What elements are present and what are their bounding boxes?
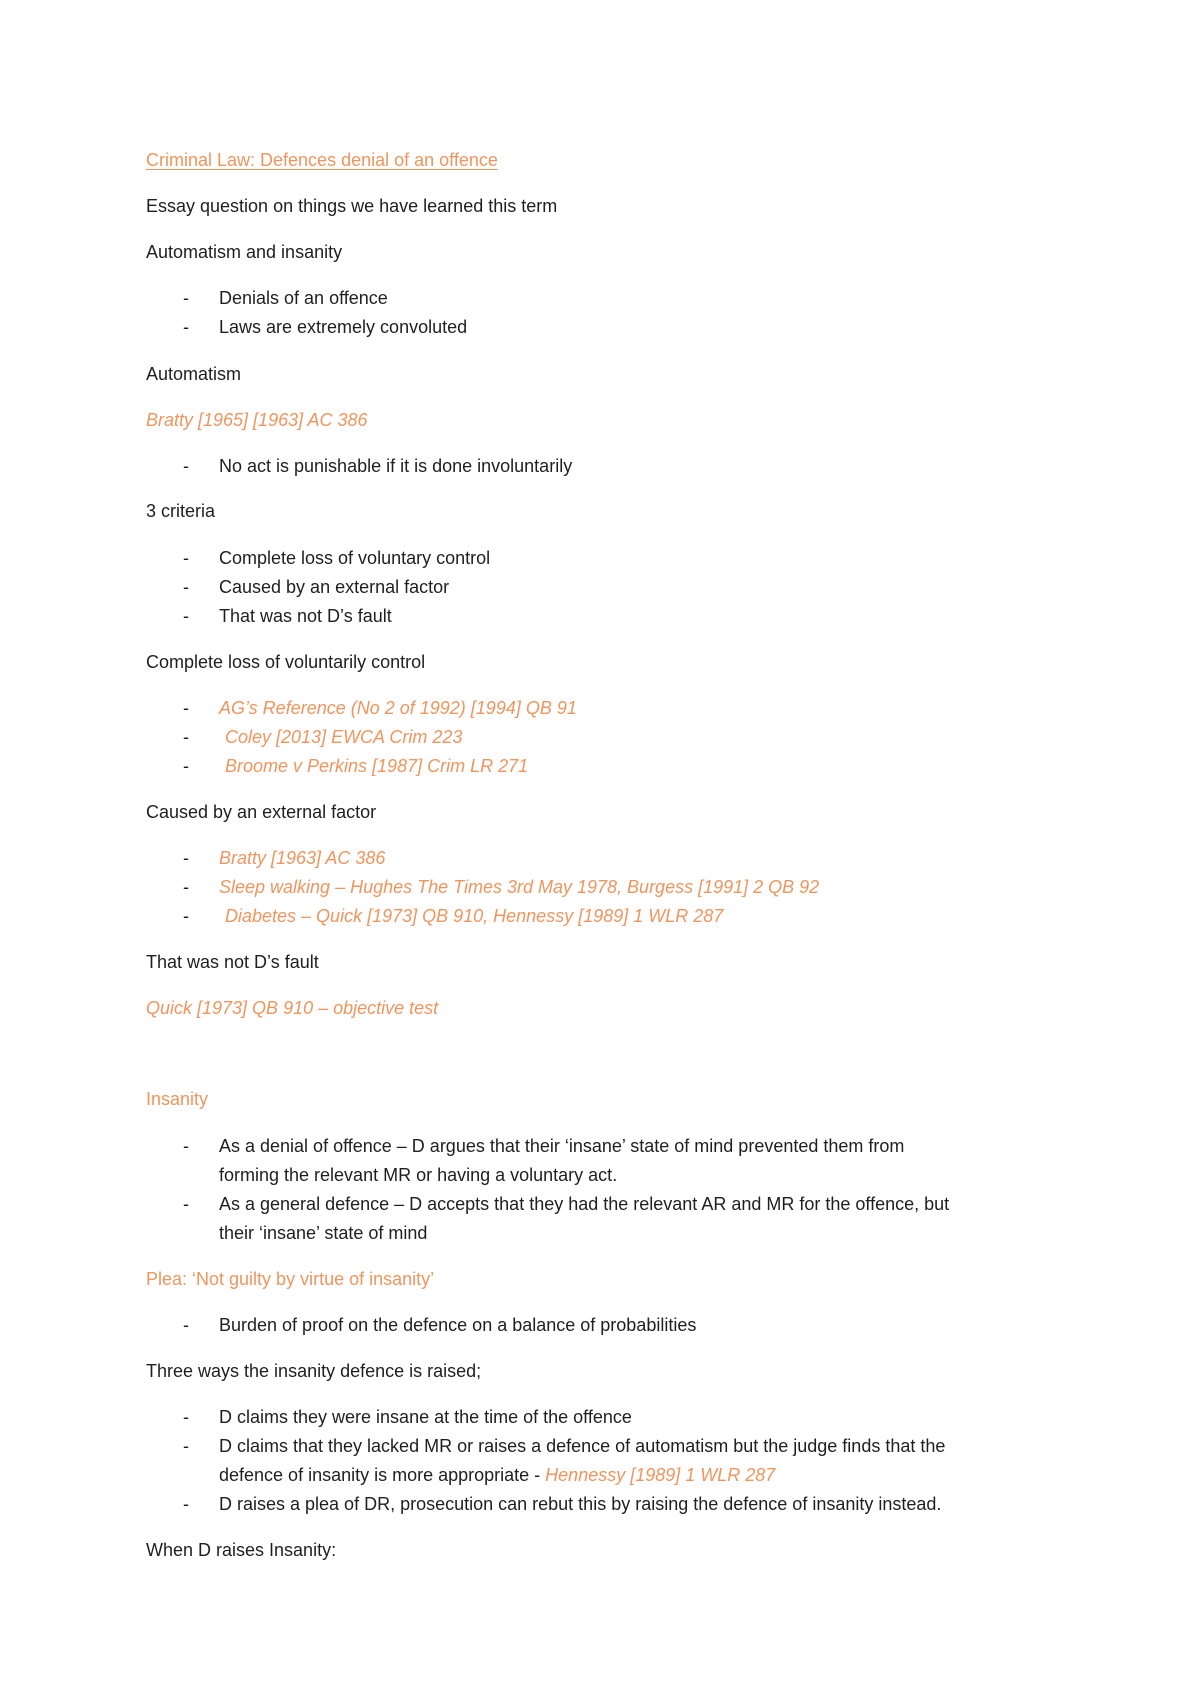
case-citation: AG’s Reference (No 2 of 1992) [1994] QB 91 <box>219 698 577 718</box>
bullet-dash: - <box>183 1407 189 1427</box>
intro-text: Essay question on things we have learned this term <box>146 196 558 216</box>
bullet-dash: - <box>183 848 189 868</box>
bullet-dash: - <box>183 698 189 718</box>
bullet-dash: - <box>183 906 189 926</box>
list-item-text: Burden of proof on the defence on a balance of probabilities <box>219 1315 697 1335</box>
criteria-heading: 3 criteria <box>146 501 216 521</box>
list-item-text: No act is punishable if it is done involuntarily <box>219 456 573 476</box>
insanity-heading: Insanity <box>146 1089 209 1109</box>
bullet-dash: - <box>183 756 189 776</box>
external-heading: Caused by an external factor <box>146 802 377 822</box>
bullet-dash: - <box>183 1315 189 1335</box>
list-item-text: Caused by an external factor <box>219 577 450 597</box>
document-title: Criminal Law: Defences denial of an offence <box>146 150 498 170</box>
list-item-text: As a denial of offence – D argues that their ‘insane’ state of mind prevented them from <box>219 1136 905 1156</box>
bullet-dash: - <box>183 288 189 308</box>
bullet-dash: - <box>183 727 189 747</box>
topic-heading: Automatism and insanity <box>146 242 343 262</box>
list-item-text: That was not D’s fault <box>219 606 392 626</box>
list-item-text: D raises a plea of DR, prosecution can rebut this by raising the defence of insanity instead. <box>219 1494 942 1514</box>
automatism-heading: Automatism <box>146 364 242 384</box>
plea-heading: Plea: ‘Not guilty by virtue of insanity’ <box>146 1269 435 1289</box>
bullet-dash: - <box>183 606 189 626</box>
bullet-dash: - <box>183 1136 189 1156</box>
ways-heading: Three ways the insanity defence is raised; <box>146 1361 482 1381</box>
case-citation: Hennessy [1989] 1 WLR 287 <box>545 1465 776 1485</box>
bullet-dash: - <box>183 877 189 897</box>
bullet-dash: - <box>183 1436 189 1456</box>
list-item-text: Complete loss of voluntary control <box>219 548 491 568</box>
bullet-dash: - <box>183 1494 189 1514</box>
case-citation: Bratty [1965] [1963] AC 386 <box>146 410 368 430</box>
list-item-text: D claims that they lacked MR or raises a defence of automatism but the judge finds that the <box>219 1436 946 1456</box>
case-citation: Bratty [1963] AC 386 <box>219 848 386 868</box>
bullet-dash: - <box>183 548 189 568</box>
when-heading: When D raises Insanity: <box>146 1540 337 1560</box>
bullet-dash: - <box>183 456 189 476</box>
fault-heading: That was not D’s fault <box>146 952 319 972</box>
list-item-text: their ‘insane’ state of mind <box>219 1223 428 1243</box>
list-item-text: D claims they were insane at the time of the offence <box>219 1407 632 1427</box>
list-item-text: Laws are extremely convoluted <box>219 317 468 337</box>
bullet-dash: - <box>183 317 189 337</box>
list-item-text: forming the relevant MR or having a voluntary act. <box>219 1165 618 1185</box>
case-citation: Sleep walking – Hughes The Times 3rd May 1978, Burgess [1991] 2 QB 92 <box>219 877 820 897</box>
list-item <box>146 1434 1066 1488</box>
case-citation: Quick [1973] QB 910 – objective test <box>146 998 439 1018</box>
bullet-dash: - <box>183 1194 189 1214</box>
loss-heading: Complete loss of voluntarily control <box>146 652 426 672</box>
case-citation: Broome v Perkins [1987] Crim LR 271 <box>225 756 529 776</box>
list-item-text <box>219 1463 775 1487</box>
case-citation: Coley [2013] EWCA Crim 223 <box>225 727 463 747</box>
list-item <box>146 1192 1066 1246</box>
list-item <box>146 1134 1066 1188</box>
list-item-text: As a general defence – D accepts that they had the relevant AR and MR for the offence, but <box>219 1194 950 1214</box>
bullet-dash: - <box>183 577 189 597</box>
list-item-text: Denials of an offence <box>219 288 388 308</box>
case-citation: Diabetes – Quick [1973] QB 910, Hennessy [1989] 1 WLR 287 <box>225 906 724 926</box>
list-item-text-part: defence of insanity is more appropriate - <box>219 1465 546 1485</box>
